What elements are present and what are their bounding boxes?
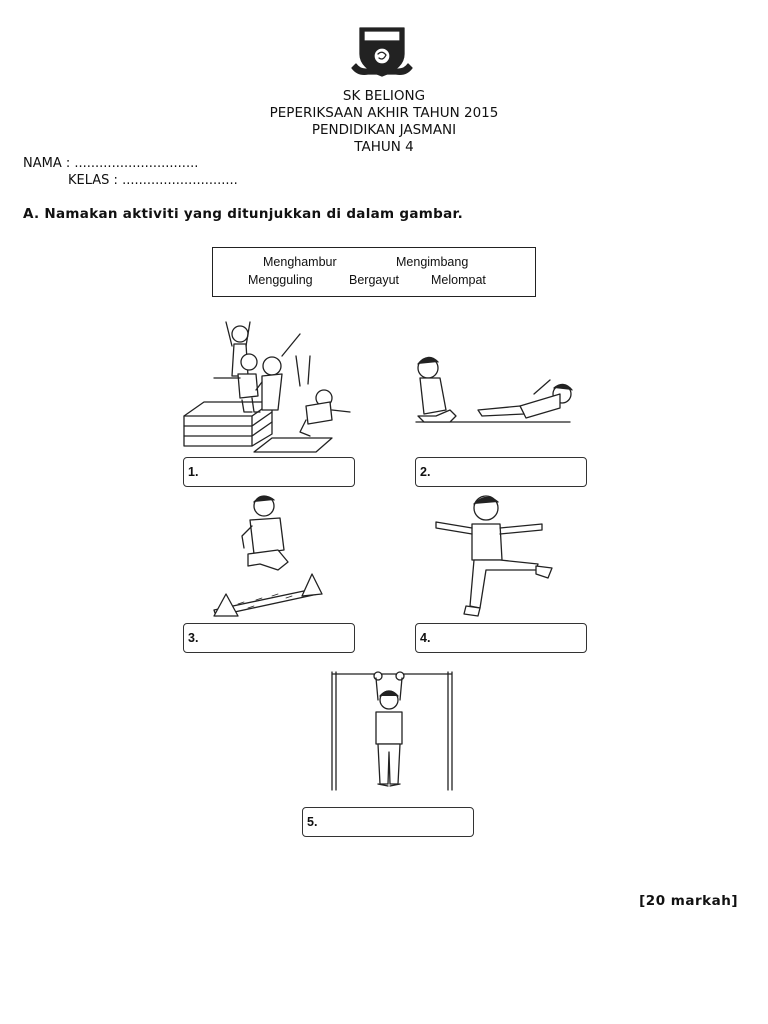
answer-box-1[interactable] — [183, 457, 355, 487]
word-bank-item: Bergayut — [349, 273, 400, 287]
hanging-illustration — [330, 672, 456, 796]
answer-box-3[interactable] — [183, 623, 355, 653]
word-bank-item: Mengguling — [248, 273, 313, 287]
answer-number: 4. — [420, 631, 431, 645]
word-bank-box — [212, 247, 536, 297]
balancing-illustration — [434, 490, 556, 618]
school-crest-logo — [348, 24, 416, 84]
word-bank-item: Mengimbang — [396, 255, 469, 269]
jumping-illustration — [208, 492, 328, 622]
word-bank-item: Melompat — [431, 273, 486, 287]
rolling-illustration — [410, 350, 575, 440]
subject-title: PENDIDIKAN JASMANI — [311, 122, 457, 138]
answer-number: 1. — [188, 465, 199, 479]
answer-number: 2. — [420, 465, 431, 479]
class-field: KELAS : ............................ — [68, 173, 238, 188]
answer-number: 5. — [307, 815, 318, 829]
answer-box-2[interactable] — [415, 457, 587, 487]
exam-title: PEPERIKSAAN AKHIR TAHUN 2015 — [269, 105, 499, 121]
word-bank-item: Menghambur — [263, 255, 337, 269]
answer-box-5[interactable] — [302, 807, 474, 837]
question-heading: A. Namakan aktiviti yang ditunjukkan di dalam gambar. — [23, 206, 463, 222]
year-title: TAHUN 4 — [354, 139, 414, 155]
school-name: SK BELIONG — [342, 88, 426, 104]
vaulting-illustration — [182, 316, 352, 456]
total-marks: [20 markah] — [639, 893, 738, 909]
name-field: NAMA : .............................. — [23, 156, 199, 171]
answer-number: 3. — [188, 631, 199, 645]
answer-box-4[interactable] — [415, 623, 587, 653]
